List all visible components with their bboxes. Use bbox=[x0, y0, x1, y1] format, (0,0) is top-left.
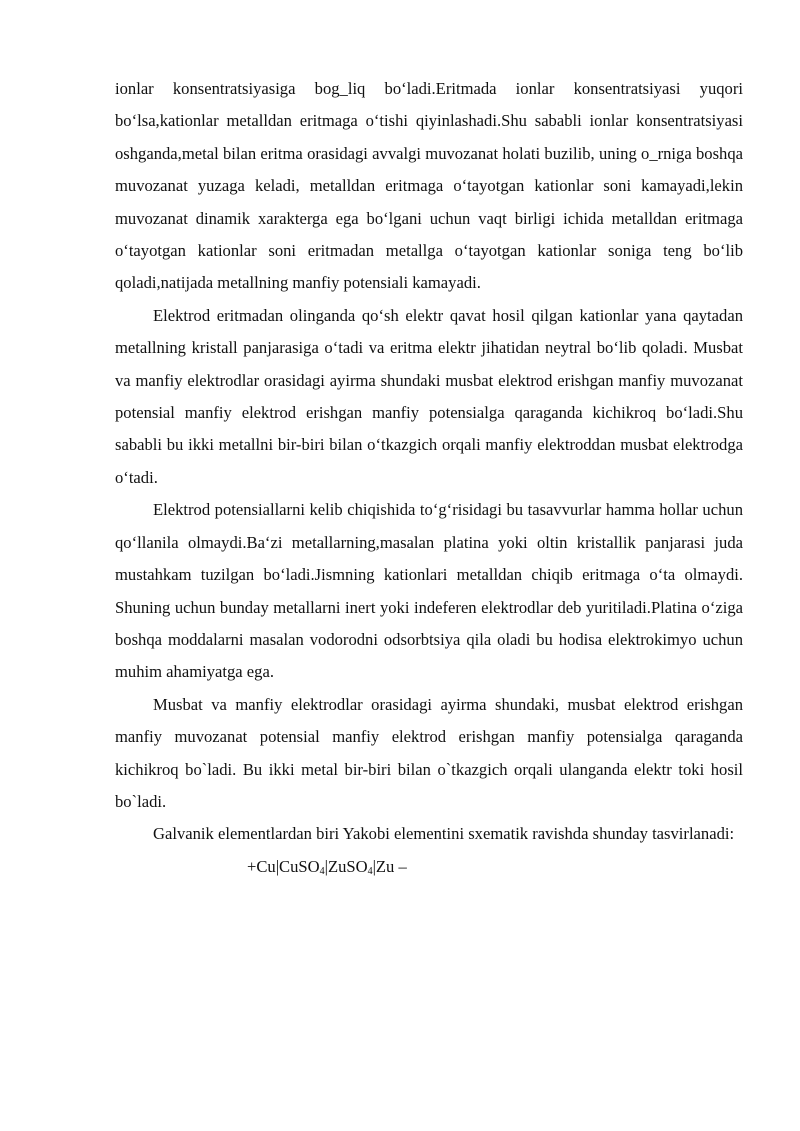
paragraph-electrode-removal: Elektrod eritmadan olinganda qo‘sh elektr qavat hosil qilgan kationlar yana qaytadan metallning kristall panjarasiga o‘tadi va eritma elektr jihatidan neytral bo‘lib qoladi. Musbat va manfiy elektrodlar orasidagi ayirma shundaki musbat elektrod erishgan manfiy muvozanat potensial manfiy elektrod erishgan manfiy potensialga qaraganda kichikroq bo‘ladi.Shu sababli bu ikki metallni bir-biri bilan o‘tkazgich orqali manfiy elektroddan musbat elektrodga o‘tadi. bbox=[115, 305, 743, 487]
paragraph-continuation: ionlar konsentratsiyasiga bog_liq bo‘ladi.Eritmada ionlar konsentratsiyasi yuqori bo‘lsa,kationlar metalldan eritmaga o‘tishi qiyinlashadi.Shu sababli ionlar konsentratsiyasi oshganda,metal bilan eritma orasidagi avvalgi muvozanat holati buzilib, uning o_rniga boshqa muvozanat yuzaga keladi, metalldan eritmaga o‘tayotgan kationlar soni kamayadi,lekin muvozanat dinamik xarakterga ega bo‘lgani uchun vaqt birligi ichida metalldan eritmaga o‘tayotgan kationlar soni eritmadan metallga o‘tayotgan kationlar soniga teng bo‘lib qoladi,natijada metallning manfiy potensiali kamayadi. bbox=[115, 79, 743, 293]
paragraph-galvanic-intro: Galvanik elementlardan biri Yakobi elementini sxematik ravishda shunday tasvirlanadi: bbox=[153, 824, 735, 844]
formula-subscript-2: 4 bbox=[367, 865, 373, 877]
paragraph-inert-electrodes: Elektrod potensiallarni kelib chiqishida to‘g‘risidagi bu tasavvurlar hamma hollar uchun qo‘llanila olmaydi.Ba‘zi metallarning,masalan platina yoki oltin kristallik panjarasi juda mustahkam tuzilgan bo‘ladi.Jismning kationlari metalldan chiqib eritmaga o‘ta olmaydi. Shuning uchun bunday metallarni inert yoki indeferen elektrodlar deb yuritiladi.Platina o‘ziga boshqa moddalarni masalan vodorodni odsorbtsiya qila oladi bu hodisa elektrokimyo uchun muhim ahamiyatga ega. bbox=[115, 500, 743, 682]
formula-part-3: |Zu – bbox=[372, 856, 407, 876]
paragraph-electrode-difference: Musbat va manfiy elektrodlar orasidagi ayirma shundaki, musbat elektrod erishgan manfiy muvozanat potensial manfiy elektrod erishgan manfiy potensialga qaraganda kichikroq bo`ladi. Bu ikki metal bir-biri bilan o`tkazgich orqali ulanganda elektr toki hosil bo`ladi. bbox=[115, 694, 743, 811]
formula-part-1: +Cu|CuSO bbox=[247, 856, 320, 876]
formula-subscript-1: 4 bbox=[319, 865, 325, 877]
document-page bbox=[115, 73, 743, 883]
formula-part-2: |ZuSO bbox=[324, 856, 368, 876]
yakobi-element-formula bbox=[115, 851, 743, 883]
